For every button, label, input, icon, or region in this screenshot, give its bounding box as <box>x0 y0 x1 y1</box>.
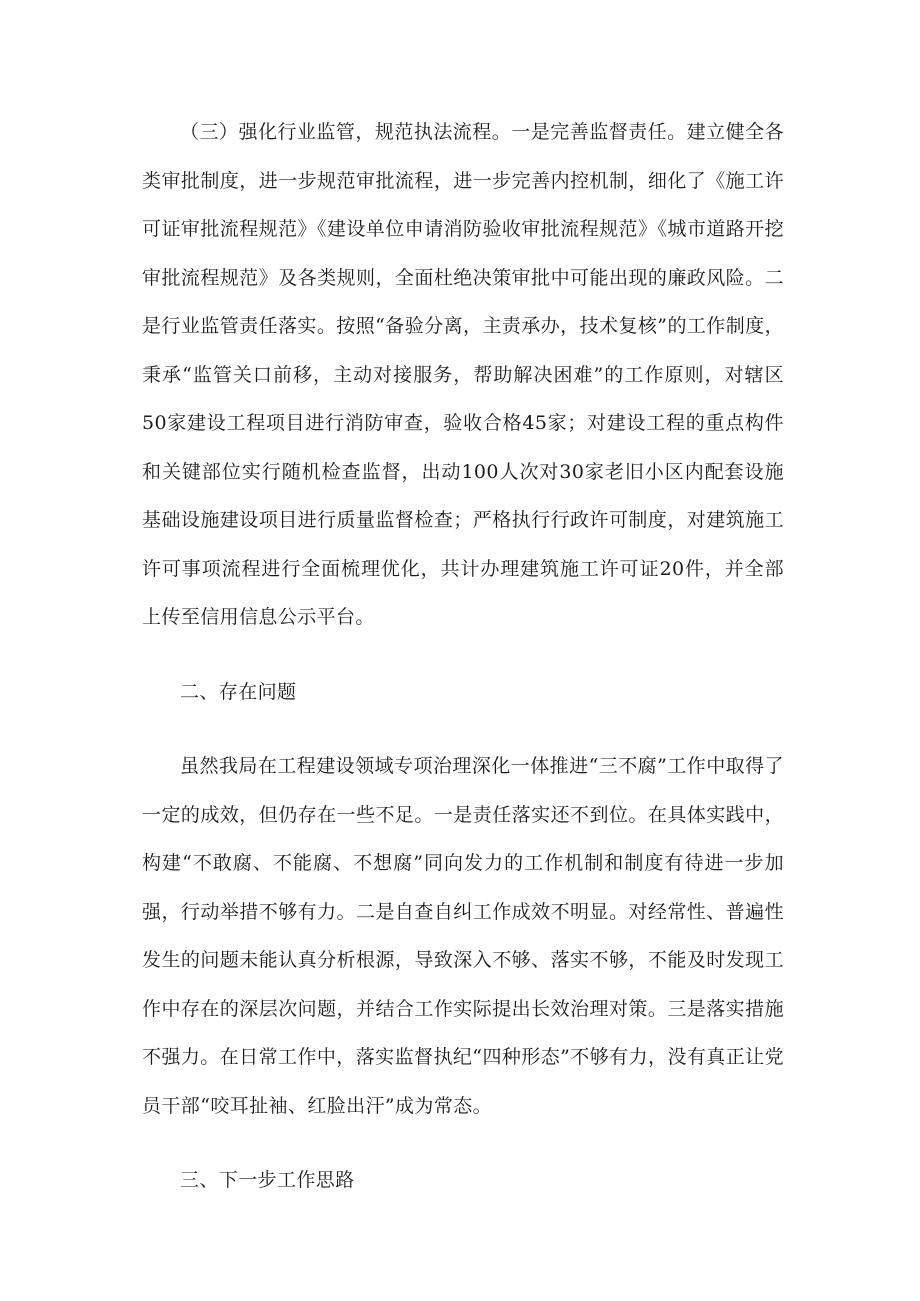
paragraph-industry-supervision: （三）强化行业监管，规范执法流程。一是完善监督责任。建立健全各类审批制度，进一步规范审批流程，进一步完善内控机制，细化了《施工许可证审批流程规范》《建设单位申请消防验收审批流程规范》《城市道路开挖审批流程规范》及各类规则，全面杜绝决策审批中可能出现的廉政风险。二是行业监管责任落实。按照“备验分离，主责承办，技术复核”的工作制度，秉承“监管关口前移，主动对接服务，帮助解决困难”的工作原则，对辖区50家建设工程项目进行消防审查，验收合格45家；对建设工程的重点构件和关键部位实行随机检查监督，出动100人次对30家老旧小区内配套设施基础设施建设项目进行质量监督检查；严格执行行政许可制度，对建筑施工许可事项流程进行全面梳理优化，共计办理建筑施工许可证20件，并全部上传至信用信息公示平台。 <box>142 121 784 628</box>
heading-existing-problems: 二、存在问题 <box>180 680 297 703</box>
document-body <box>142 108 784 1205</box>
paragraph-problems-detail: 虽然我局在工程建设领域专项治理深化一体推进“三不腐”工作中取得了一定的成效，但仍存在一些不足。一是责任落实还不到位。在具体实践中，构建“不敢腐、不能腐、不想腐”同向发力的工作机制和制度有待进一步加强，行动举措不够有力。二是自查自纠工作成效不明显。对经常性、普遍性发生的问题未能认真分析根源，导致深入不够、落实不够，不能及时发现工作中存在的深层次问题，并结合工作实际提出长效治理对策。三是落实措施不强力。在日常工作中，落实监督执纪“四种形态”不够有力，没有真正让党员干部“咬耳扯袖、红脸出汗”成为常态。 <box>142 755 784 1117</box>
heading-next-steps: 三、下一步工作思路 <box>180 1169 355 1191</box>
